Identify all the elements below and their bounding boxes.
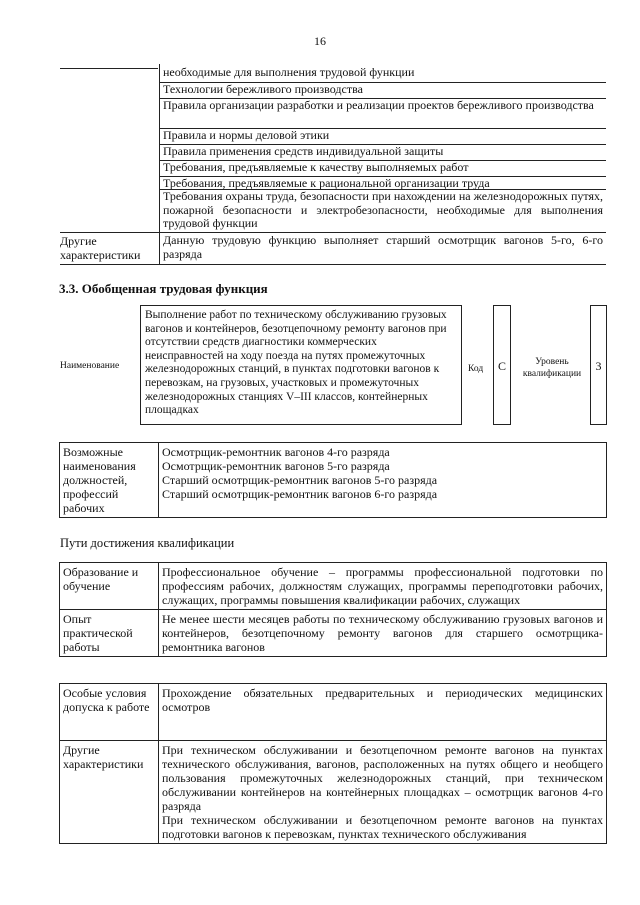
table-bottom-rule <box>60 264 606 265</box>
conditions-table <box>59 683 607 844</box>
knowledge-row: Требования охраны труда, безопасности при нахождении на железнодорожных путях, пожарной безопасности и электробезопасности, необходимые для выполнения трудовой функции <box>160 189 606 231</box>
other-characteristics-label-2: Другие характеристики <box>60 741 159 844</box>
knowledge-row: Технологии бережливого производства <box>160 82 606 97</box>
special-conditions-value: Прохождение обязательных предварительных и периодических медицинских осмотров <box>159 684 607 741</box>
special-conditions-label: Особые условия допуска к работе <box>60 684 159 741</box>
knowledge-row: Правила организации разработки и реализации проектов бережливого производства <box>160 98 606 127</box>
qualification-level-label: Уровень квалификации <box>522 357 582 379</box>
position-item: Осмотрщик-ремонтник вагонов 4-го разряда <box>162 445 390 459</box>
knowledge-row: Правила и нормы деловой этики <box>160 128 606 143</box>
positions-list <box>159 443 607 518</box>
paths-table <box>59 562 607 657</box>
education-label: Образование и обучение <box>60 563 159 610</box>
page-number: 16 <box>314 34 326 48</box>
table-row <box>60 563 607 610</box>
table-row <box>60 684 607 741</box>
code-label: Код <box>468 364 484 374</box>
other-characteristics-label: Другие характеристики <box>60 234 141 262</box>
education-value: Профессиональное обучение – программы профессиональной подготовки по профессиям рабочих, должностям служащих, программы переподготовки рабочих, служащих, программы повышения квалификации рабочих, служащих <box>159 563 607 610</box>
position-item: Старший осмотрщик-ремонтник вагонов 5-го разряда <box>162 473 438 487</box>
other-characteristics-value-2 <box>159 741 607 844</box>
section-title: 3.3. Обобщенная трудовая функция <box>59 281 268 296</box>
knowledge-row: Требования, предъявляемые к рациональной организации труда <box>160 176 606 191</box>
other-characteristics-value: Данную трудовую функцию выполняет старший осмотрщик вагонов 5-го, 6-го разряда <box>163 233 603 261</box>
knowledge-row: Правила применения средств индивидуальной защиты <box>160 144 606 159</box>
table-row <box>60 443 607 518</box>
code-value: С <box>493 305 511 425</box>
table-row <box>60 741 607 844</box>
knowledge-row: необходимые для выполнения трудовой функции <box>163 65 415 79</box>
experience-value: Не менее шести месяцев работы по техническому обслуживанию грузовых вагонов и контейнеров, безотцепочному ремонту вагонов для старшего осмотрщика-ремонтника вагонов <box>159 610 607 657</box>
name-label: Наименование <box>60 361 120 371</box>
position-item: Старший осмотрщик-ремонтник вагонов 6-го разряда <box>162 487 438 501</box>
positions-label: Возможные наименования должностей, профессий рабочих <box>60 443 159 518</box>
knowledge-row: Требования, предъявляемые к качеству выполняемых работ <box>160 160 606 175</box>
qualification-paths-heading: Пути достижения квалификации <box>60 536 235 550</box>
other-characteristics-paragraph: При техническом обслуживании и безотцепочном ремонте вагонов на пунктах технического обслуживания, вагонов, расположенных на путях общего и необщего пользования промежуточных железнодорожных станций, при техническом обслуживании контейнеров на контейнерных площадках – осмотрщик вагонов 4-го разряда <box>162 743 603 813</box>
position-item: Осмотрщик-ремонтник вагонов 5-го разряда <box>162 459 390 473</box>
table-top-rule-left <box>60 68 158 69</box>
qualification-level-value: 3 <box>590 305 607 425</box>
function-name: Выполнение работ по техническому обслуживанию грузовых вагонов и контейнеров, безотцепочному ремонту вагонов при отсутствии средств диагностики коммерческих неисправностей на ходу поезда на путях промежуточных железнодорожных станций, в пунктах подготовки вагонов к перевозкам, на грузовых, участковых и промежуточных железнодорожных станциях V–III классов, контейнерных площадках <box>140 305 462 425</box>
table-row <box>60 610 607 657</box>
experience-label: Опыт практической работы <box>60 610 159 657</box>
other-characteristics-paragraph: При техническом обслуживании и безотцепочном ремонте вагонов на пунктах подготовки вагонов к перевозкам, пунктах технического обслуживания <box>162 813 603 841</box>
positions-table <box>59 442 607 518</box>
